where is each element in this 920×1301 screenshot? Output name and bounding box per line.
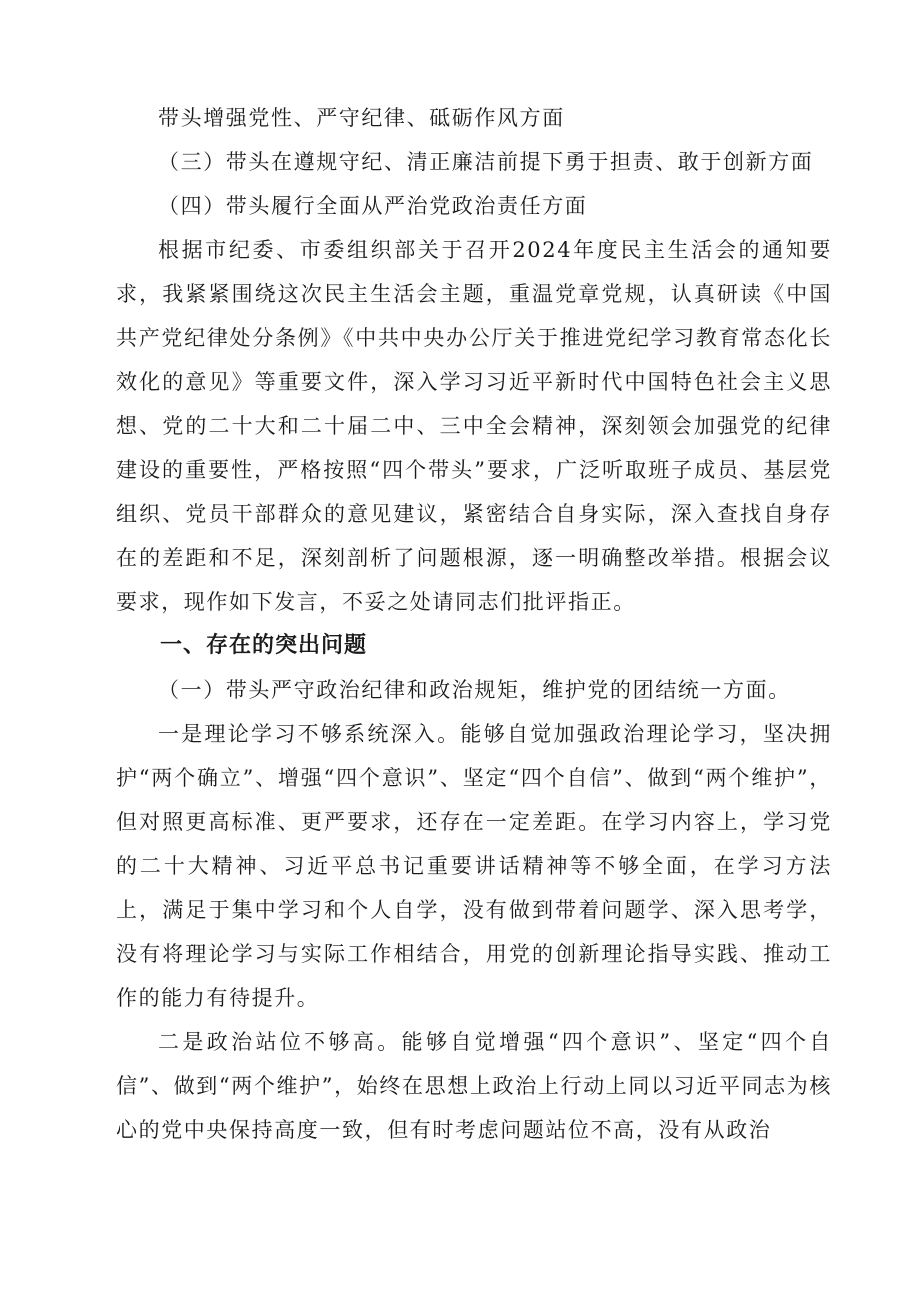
paragraph-point-2: 二是政治站位不够高。能够自觉增强“四个意识”、坚定“四个自信”、做到“两个维护”，始终在思想上政治上行动上同以习近平同志为核心的党中央保持高度一致，但有时考虑问题站位不高，没有从政治 (116, 1030, 832, 1142)
paragraph-section-2-continuation: 带头增强党性、严守纪律、砥砺作风方面 (158, 106, 565, 130)
paragraph-section-4: （四）带头履行全面从严治党政治责任方面 (158, 194, 588, 218)
paragraph-subsection-1: （一）带头严守政治纪律和政治规矩，维护党的团结统一方面。 (158, 678, 791, 702)
document-body (116, 96, 832, 1152)
paragraph-point-1: 一是理论学习不够系统深入。能够自觉加强政治理论学习，坚决拥护“两个确立”、增强“四个意识”、坚定“四个自信”、做到“两个维护”，但对照更高标准、更严要求，还存在一定差距。在学习内容上，学习党的二十大精神、习近平总书记重要讲话精神等不够全面，在学习方法上，满足于集中学习和个人自学，没有做到带着问题学、深入思考学，没有将理论学习与实际工作相结合，用党的创新理论指导实践、推动工作的能力有待提升。 (116, 722, 832, 1010)
paragraph-introduction: 根据市纪委、市委组织部关于召开2024年度民主生活会的通知要求，我紧紧围绕这次民主生活会主题，重温党章党规，认真研读《中国共产党纪律处分条例》《中共中央办公厅关于推进党纪学习教育常态化长效化的意见》等重要文件，深入学习习近平新时代中国特色社会主义思想、党的二十大和二十届二中、三中全会精神，深刻领会加强党的纪律建设的重要性，严格按照“四个带头”要求，广泛听取班子成员、基层党组织、党员干部群众的意见建议，紧密结合自身实际，深入查找自身存在的差距和不足，深刻剖析了问题根源，逐一明确整改举措。根据会议要求，现作如下发言，不妥之处请同志们批评指正。 (116, 238, 832, 614)
paragraph-section-3: （三）带头在遵规守纪、清正廉洁前提下勇于担责、敢于创新方面 (158, 150, 814, 174)
heading-outstanding-problems: 一、存在的突出问题 (160, 633, 368, 658)
